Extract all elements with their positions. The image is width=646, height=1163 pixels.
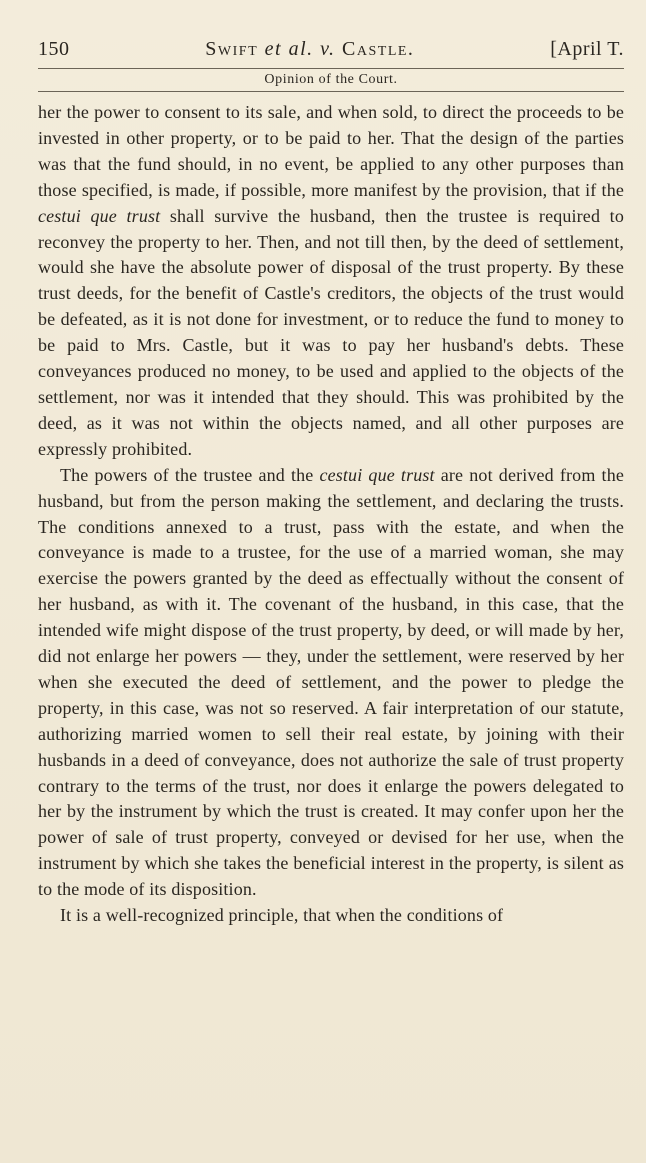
case-title-part1: Swift [205, 38, 265, 60]
paragraph-1 [38, 100, 624, 463]
term-label: [April T. [550, 38, 624, 60]
running-header [38, 38, 624, 61]
paragraph-2-italic: cestui que trust [319, 464, 435, 485]
paragraph-1-text-b: shall survive the husband, then the trustee is required to reconvey the property to her. Then, and not till then, by the deed of settlement, would she have the absolute power of disposal of the trust property. By these trust deeds, for the benefit of Castle's creditors, the objects of the trust would be defeated, as it is not done for investment, or to reduce the fund to money to be paid to Mrs. Castle, but it was to pay her husband's debts. These conveyances produced no money, to be used and applied to the objects of the settlement, nor was it intended that they should. This was prohibited by the deed, as it was not within the objects named, and all other purposes are expressly prohibited. [38, 205, 624, 459]
paragraph-1-italic: cestui que trust [38, 205, 161, 226]
paragraph-1-text-a: her the power to consent to its sale, and when sold, to direct the proceeds to be invested in other property, or to be paid to her. That the design of the parties was that the fund should, in no event, be applied to any other purposes than those specified, is made, if possible, more manifest by the provision, that if the [38, 102, 624, 200]
case-title [205, 38, 414, 61]
case-title-italic: et al. v. [264, 38, 336, 60]
paragraph-2-text-a: The powers of the trustee and the [60, 464, 320, 485]
paragraph-3: It is a well-recognized principle, that when the conditions of [60, 905, 504, 926]
section-subheader: Opinion of the Court. [38, 69, 624, 92]
page-number: 150 [38, 38, 70, 60]
paragraph-2 [38, 463, 624, 903]
paragraph-2-text-b: are not derived from the husband, but from the person making the settlement, and declaring the trusts. The conditions annexed to a trust, pass with the estate, and when the conveyance is made to a trustee, for the use of a married woman, she may exercise the powers granted by the deed as effectually without the consent of her husband, as with it. The covenant of the husband, in this case, that the intended wife might dispose of the trust property, by deed, or will made by her, did not enlarge her powers — they, under the settlement, were reserved by her when she executed the deed of settlement, and the power to pledge the property, in this case, was not so reserved. A fair interpretation of our statute, authorizing married women to sell their real estate, by joining with their husbands in a deed of conveyance, does not authorize the sale of trust property contrary to the terms of the trust, nor does it enlarge the powers delegated to her by the instrument by which the trust is created. It may confer upon her the power of sale of trust property, conveyed or devised for her use, when the instrument by which she takes the beneficial interest in the property, is silent as to the mode of its disposition. [38, 464, 624, 900]
opinion-text [38, 100, 624, 929]
case-title-part2: Castle. [335, 38, 415, 60]
